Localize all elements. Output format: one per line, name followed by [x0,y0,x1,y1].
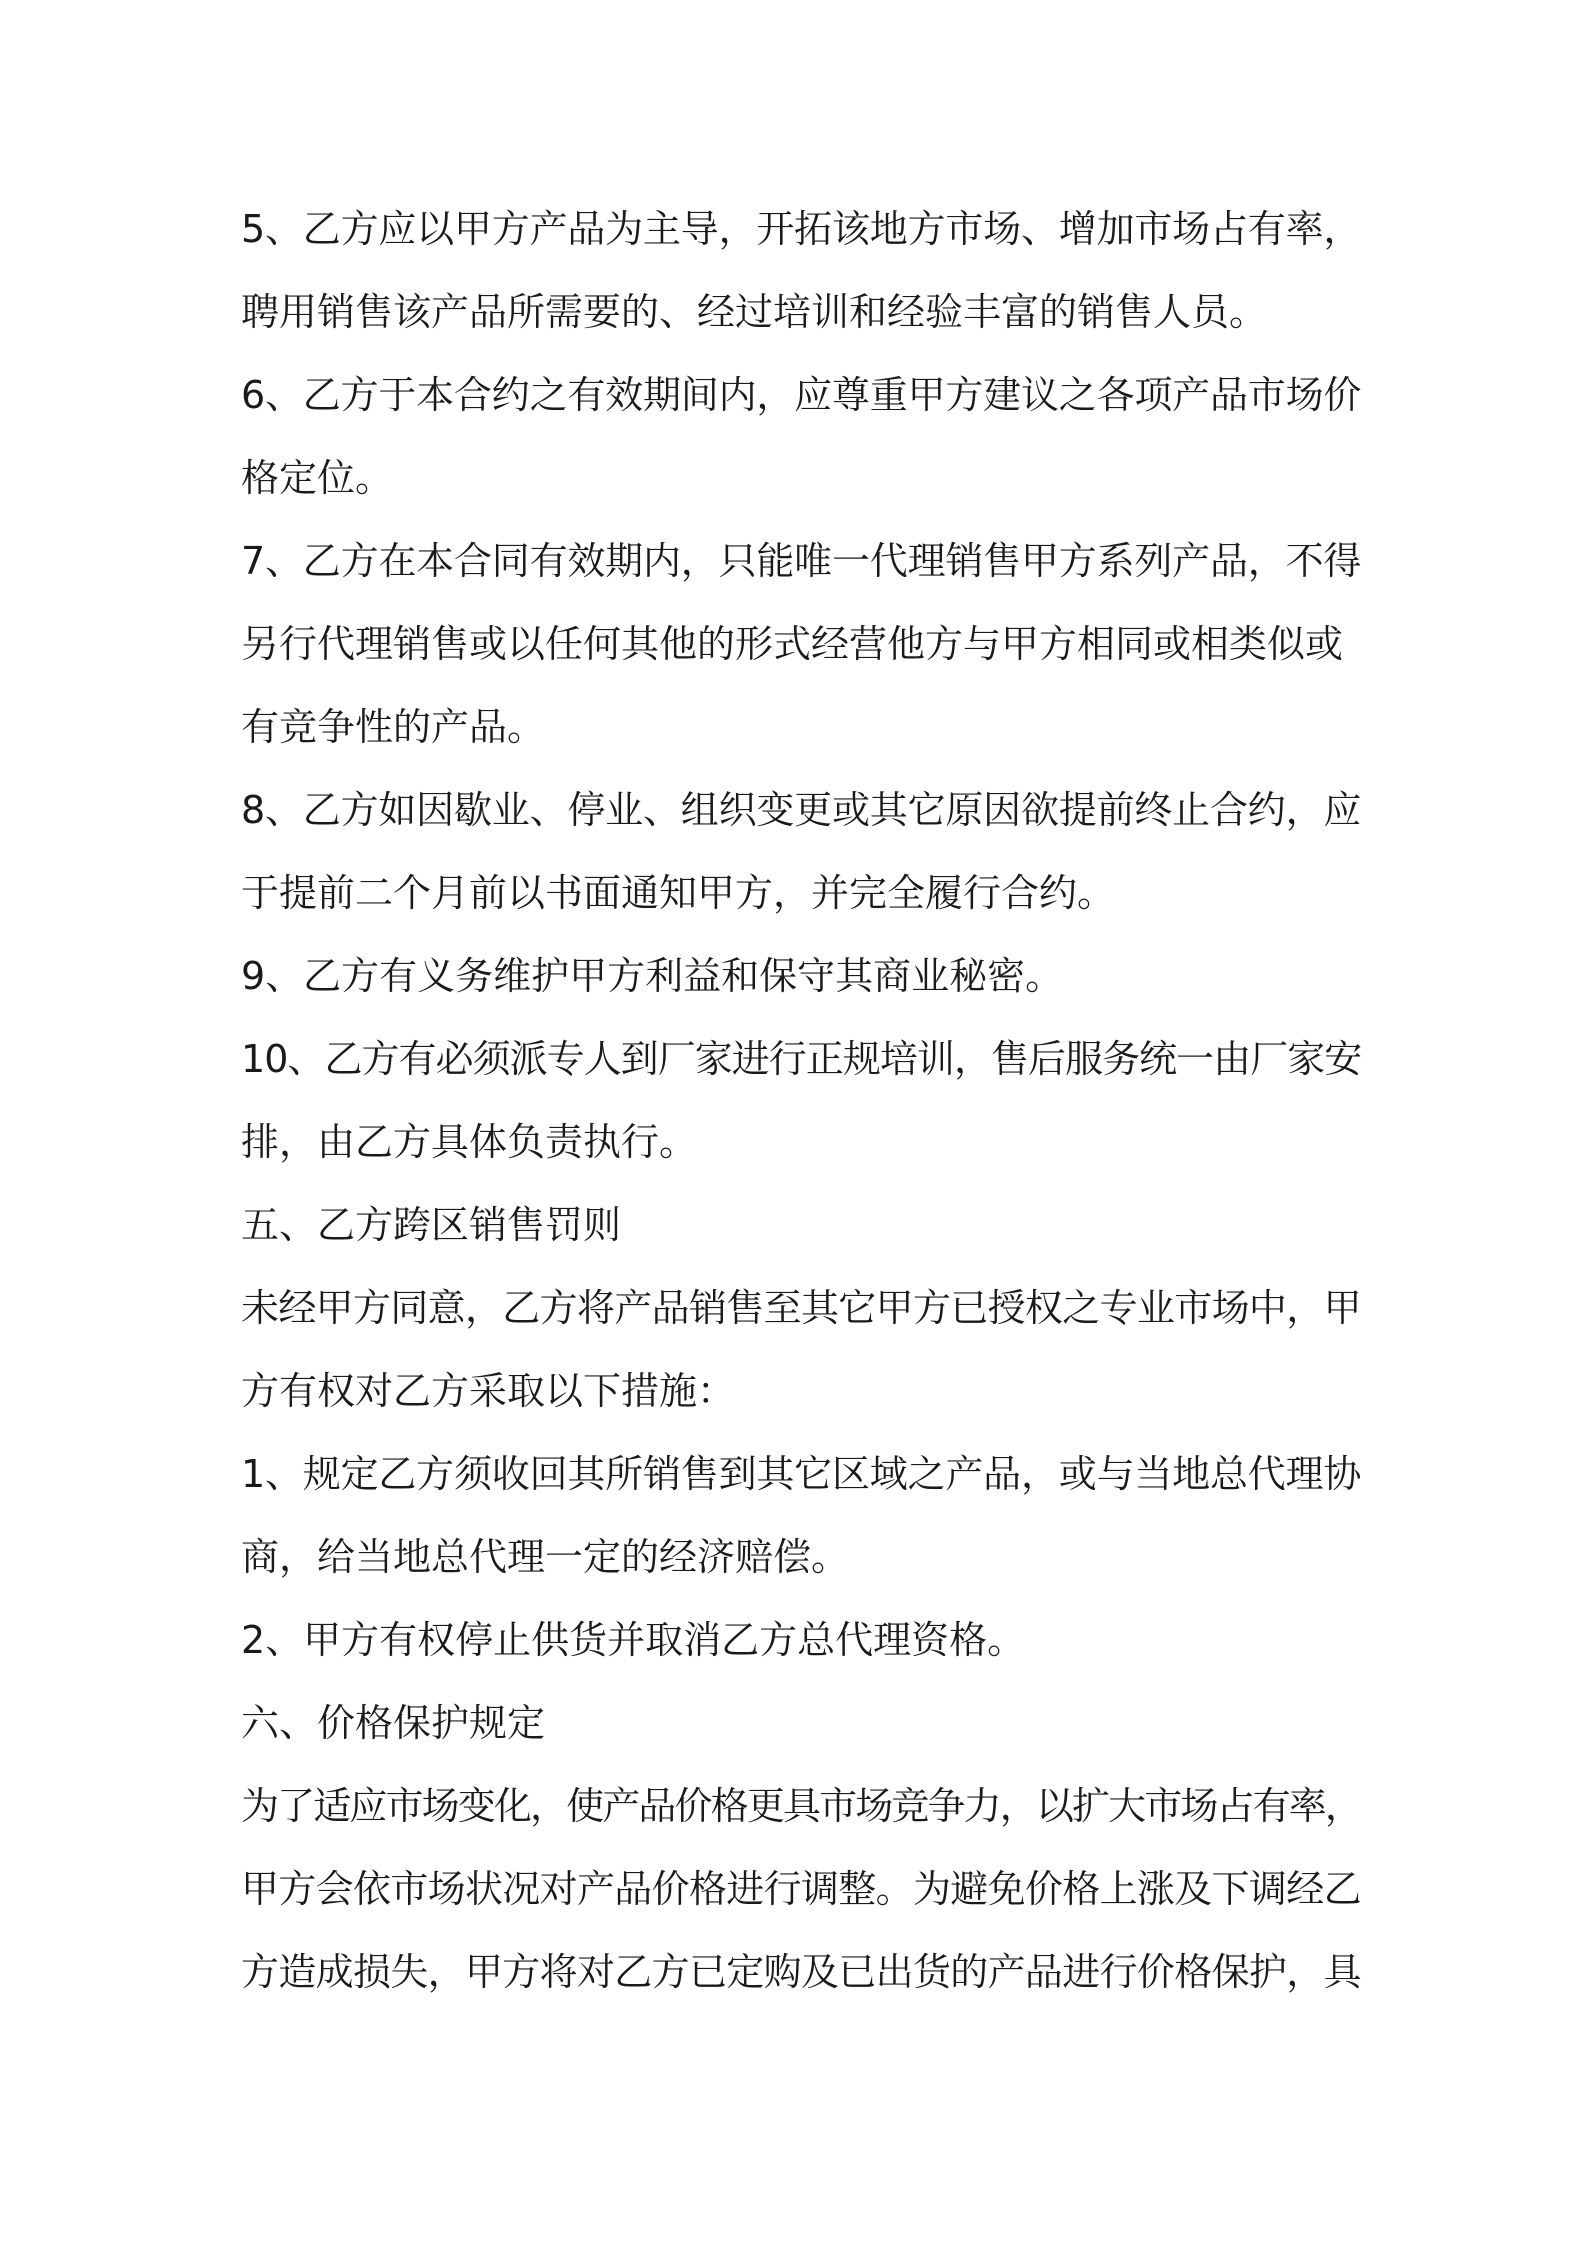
clause-10-line-2: 排，由乙方具体负责执行。 [241,1120,698,1164]
clause-7-line-3: 有竞争性的产品。 [241,705,546,749]
clause-7-line-1: 7、乙方在本合同有效期内，只能唯一代理销售甲方系列产品，不得 [241,539,1362,583]
section-5-intro-line-1: 未经甲方同意，乙方将产品销售至其它甲方已授权之专业市场中，甲 [241,1286,1361,1330]
clause-10-line-1: 10、乙方有必须派专人到厂家进行正规培训，售后服务统一由厂家安 [241,1037,1362,1081]
section-5-heading: 五、乙方跨区销售罚则 [241,1203,622,1247]
penalty-2-line-1: 2、甲方有权停止供货并取消乙方总代理资格。 [241,1618,1026,1662]
clause-6-line-1: 6、乙方于本合约之有效期间内，应尊重甲方建议之各项产品市场价 [241,373,1362,417]
clause-5-line-2: 聘用销售该产品所需要的、经过培训和经验丰富的销售人员。 [241,290,1268,334]
section-6-body-line-3: 方造成损失，甲方将对乙方已定购及已出货的产品进行价格保护，具 [241,1950,1361,1994]
clause-5-line-1: 5、乙方应以甲方产品为主导，开拓该地方市场、增加市场占有率， [241,207,1362,251]
section-6-body-line-1: 为了适应市场变化，使产品价格更具市场竞争力，以扩大市场占有率， [241,1784,1362,1828]
clause-6-line-2: 格定位。 [241,456,394,500]
section-6-body-line-2: 甲方会依市场状况对产品价格进行调整。为避免价格上涨及下调经乙 [241,1867,1361,1911]
clause-8-line-1: 8、乙方如因歇业、停业、组织变更或其它原因欲提前终止合约，应 [241,788,1362,832]
clause-7-line-2: 另行代理销售或以任何其他的形式经营他方与甲方相同或相类似或 [241,622,1344,666]
section-5-intro-line-2: 方有权对乙方采取以下措施： [241,1369,736,1413]
penalty-1-line-1: 1、规定乙方须收回其所销售到其它区域之产品，或与当地总代理协 [241,1452,1362,1496]
clause-9-line-1: 9、乙方有义务维护甲方利益和保守其商业秘密。 [241,954,1064,998]
section-6-heading: 六、价格保护规定 [241,1701,546,1745]
penalty-1-line-2: 商，给当地总代理一定的经济赔偿。 [241,1535,850,1579]
clause-8-line-2: 于提前二个月前以书面通知甲方，并完全履行合约。 [241,871,1116,915]
